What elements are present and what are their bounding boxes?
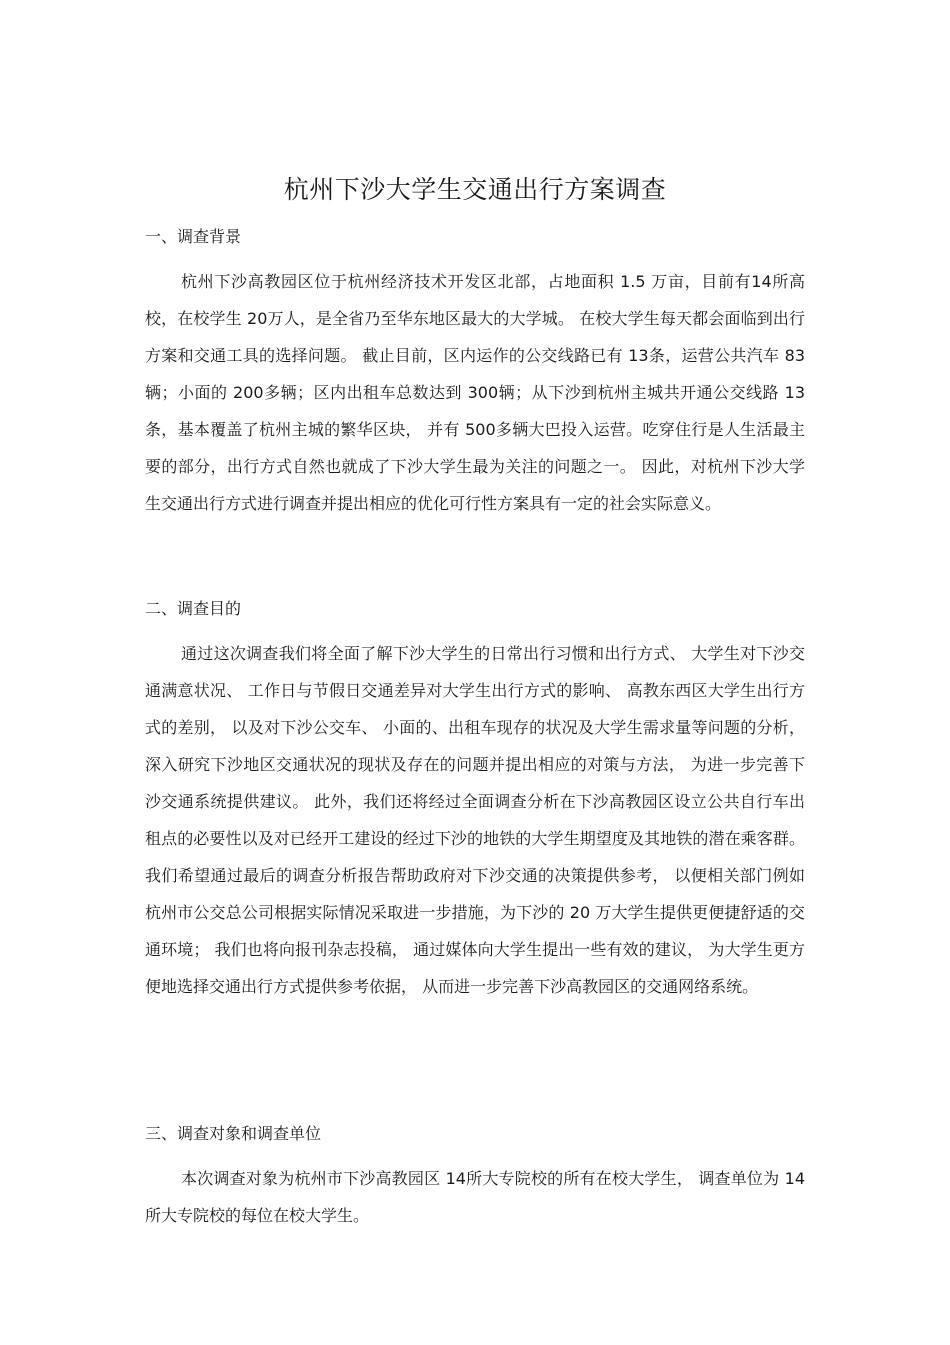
section-subjects (145, 1122, 805, 1234)
section-purpose (145, 597, 805, 1005)
document-title: 杭州下沙大学生交通出行方案调查 (283, 175, 667, 204)
section-heading: 一、调查背景 (145, 227, 242, 246)
section-paragraph: 本次调查对象为杭州市下沙高教园区 14所大专院校的所有在校大学生， 调查单位为 14所大专院校的每位在校大学生。 (145, 1169, 805, 1225)
section-heading: 二、调查目的 (145, 599, 242, 618)
section-paragraph: 通过这次调查我们将全面了解下沙大学生的日常出行习惯和出行方式、 大学生对下沙交通满意状况、 工作日与节假日交通差异对大学生出行方式的影响、 高教东西区大学生出行方式的差别， 以及对下沙公交车、 小面的、出租车现存的状况及大学生需求量等问题的分析， 深入研究下沙地区交通状况的现状及存在的问题并提出相应的对策与方法， 为进一步完善下沙交通系统提供建议。 此外，我们还将经过全面调查分析在下沙高教园区设立公共自行车出租点的必要性以及对已经开工建设的经过下沙的地铁的大学生期望度及其地铁的潜在乘客群。 我们希望通过最后的调查分析报告帮助政府对下沙交通的决策提供参考， 以便相关部门例如杭州市公交总公司根据实际情况采取进一步措施，为下沙的 20 万大学生提供更便捷舒适的交通环境； 我们也将向报刊杂志投稿， 通过媒体向大学生提出一些有效的建议， 为大学生更方便地选择交通出行方式提供参考依据， 从而进一步完善下沙高教园区的交通网络系统。 (145, 644, 805, 996)
section-heading: 三、调查对象和调查单位 (145, 1124, 322, 1143)
section-paragraph: 杭州下沙高教园区位于杭州经济技术开发区北部，占地面积 1.5 万亩，目前有14所高校，在校学生 20万人，是全省乃至华东地区最大的大学城。 在校大学生每天都会面临到出行方案和交通工具的选择问题。 截止目前，区内运作的公交线路已有 13条，运营公共汽车 83辆；小面的 200多辆；区内出租车总数达到 300辆；从下沙到杭州主城共开通公交线路 13条，基本覆盖了杭州主城的繁华区块， 并有 500多辆大巴投入运营。吃穿住行是人生活最主要的部分，出行方式自然也就成了下沙大学生最为关注的问题之一。 因此，对杭州下沙大学生交通出行方式进行调查并提出相应的优化可行性方案具有一定的社会实际意义。 (145, 272, 805, 513)
section-background (145, 225, 805, 522)
